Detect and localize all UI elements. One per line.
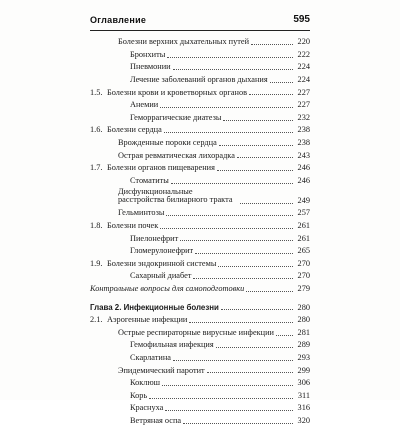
dot-leader (193, 277, 293, 279)
toc-entry (90, 375, 310, 388)
toc-entry (90, 185, 310, 205)
toc-entry (90, 243, 310, 256)
dot-leader (171, 182, 293, 184)
toc-entry (90, 84, 310, 97)
toc-entry (90, 135, 310, 148)
toc-entry-title: Корь (130, 390, 148, 400)
dot-leader (251, 43, 293, 45)
toc-entry-page: 311 (297, 390, 310, 400)
dot-leader (160, 106, 293, 108)
dot-leader (183, 422, 293, 424)
toc-entry-title: Дисфункциональные расстройства билиарного тракта (118, 186, 233, 205)
dot-leader (165, 409, 293, 411)
toc-entry (90, 413, 310, 425)
toc-entry-title: Болезни эндокринной системы (107, 258, 217, 268)
toc-entry (90, 205, 310, 218)
toc-entry-page: 261 (297, 233, 310, 243)
toc-entry (90, 160, 310, 173)
toc-entry-number: 1.6. (90, 125, 103, 135)
toc-entry-page: 249 (297, 195, 310, 205)
toc-entry (90, 97, 310, 110)
toc-entry (90, 324, 310, 337)
toc-entry-title: Пиелонефрит (130, 233, 179, 243)
toc-entry-title: Пневмонии (130, 62, 171, 72)
dot-leader (276, 334, 293, 336)
table-of-contents (90, 34, 310, 425)
toc-entry-page: 224 (297, 62, 310, 72)
toc-entry (90, 350, 310, 363)
toc-entry-title: Бронхиты (130, 49, 166, 59)
toc-entry (90, 337, 310, 350)
dot-leader (218, 265, 293, 267)
dot-leader (149, 397, 293, 399)
toc-entry (90, 147, 310, 160)
toc-entry-page: 289 (297, 340, 310, 350)
dot-leader (180, 239, 293, 241)
toc-entry-page: 243 (297, 150, 310, 160)
toc-entry-title: Врожденные пороки сердца (118, 138, 217, 148)
dot-leader (221, 308, 293, 310)
dot-leader (237, 156, 293, 158)
toc-entry-title: Болезни верхних дыхательных путей (118, 37, 250, 47)
toc-entry-title: Краснуха (130, 403, 164, 413)
dot-leader (223, 119, 293, 121)
toc-entry-page: 293 (297, 352, 310, 362)
toc-entry (90, 256, 310, 269)
running-header (90, 14, 310, 31)
toc-entry-title: Коклюш (130, 378, 161, 388)
toc-entry (90, 281, 310, 294)
toc-entry-page: 246 (297, 175, 310, 185)
dot-leader (246, 290, 293, 292)
dot-leader (189, 321, 293, 323)
dot-leader (195, 252, 293, 254)
toc-entry-title: Болезни органов пищеварения (107, 163, 215, 173)
header-page-number: 595 (293, 14, 310, 25)
toc-entry (90, 59, 310, 72)
toc-entry-title: Лечение заболеваний органов дыхания (130, 75, 268, 85)
toc-entry-title: Болезни сердца (107, 125, 162, 135)
toc-entry (90, 268, 310, 281)
toc-entry (90, 110, 310, 123)
toc-entry-page: 238 (297, 125, 310, 135)
toc-entry-number: 1.9. (90, 258, 103, 268)
toc-entry-page: 280 (297, 315, 310, 325)
toc-entry-page: 316 (297, 403, 310, 413)
toc-entry-title: Сахарный диабет (130, 271, 192, 281)
dot-leader (167, 56, 293, 58)
toc-entry-page: 281 (297, 327, 310, 337)
toc-entry-title: Болезни почек (107, 221, 159, 231)
dot-leader (219, 144, 293, 146)
toc-entry (90, 72, 310, 85)
dot-leader (249, 93, 293, 95)
dot-leader (216, 346, 293, 348)
toc-entry-page: 257 (297, 208, 310, 218)
toc-entry-title: Глава 2. Инфекционные болезни (90, 302, 219, 312)
toc-entry-page: 232 (297, 112, 310, 122)
toc-entry-title: Стоматиты (130, 175, 169, 185)
toc-entry-page: 224 (297, 75, 310, 85)
header-title: Оглавление (90, 15, 147, 25)
dot-leader (164, 131, 293, 133)
toc-entry-title: Гемофильная инфекция (130, 340, 214, 350)
dot-leader (173, 68, 293, 70)
toc-entry-page: 261 (297, 221, 310, 231)
toc-entry-page: 299 (297, 365, 310, 375)
toc-entry-page: 227 (297, 87, 310, 97)
dot-leader (160, 227, 293, 229)
toc-entry (90, 173, 310, 186)
toc-entry-title: Ветряная оспа (130, 415, 182, 425)
toc-entry-title: Острая ревматическая лихорадка (118, 150, 235, 160)
dot-leader (270, 81, 293, 83)
toc-entry (90, 387, 310, 400)
toc-entry-number: 1.5. (90, 87, 103, 97)
toc-entry (90, 362, 310, 375)
toc-entry-title: Контрольные вопросы для самоподготовки (90, 283, 245, 293)
toc-entry-page: 265 (297, 246, 310, 256)
toc-entry (90, 47, 310, 60)
toc-entry (90, 122, 310, 135)
toc-entry (90, 299, 310, 312)
toc-entry-page: 238 (297, 138, 310, 148)
toc-entry-number: 1.8. (90, 221, 103, 231)
toc-entry-title: Острые респираторные вирусные инфекции (118, 327, 274, 337)
toc-entry-title: Эпидемический паротит (118, 365, 205, 375)
dot-leader (173, 359, 293, 361)
toc-entry-page: 246 (297, 163, 310, 173)
toc-entry-title: Скарлатина (130, 352, 171, 362)
toc-entry-page: 320 (297, 415, 310, 425)
toc-entry (90, 218, 310, 231)
toc-entry-page: 270 (297, 258, 310, 268)
dot-leader (166, 214, 293, 216)
toc-entry-number: 1.7. (90, 163, 103, 173)
dot-leader (207, 371, 293, 373)
toc-entry-page: 222 (297, 49, 310, 59)
toc-entry-title: Геморрагические диатезы (130, 112, 222, 122)
toc-entry-page: 227 (297, 100, 310, 110)
toc-entry-page: 306 (297, 378, 310, 388)
toc-entry-page: 220 (297, 37, 310, 47)
toc-entry-title: Аэрогенные инфекции (107, 315, 188, 325)
toc-entry (90, 312, 310, 325)
toc-entry (90, 230, 310, 243)
toc-entry-title: Гельминтозы (118, 208, 165, 218)
toc-entry-page: 280 (297, 302, 310, 312)
toc-entry-page: 279 (297, 283, 310, 293)
toc-entry-title: Гломерулонефрит (130, 246, 194, 256)
toc-entry (90, 34, 310, 47)
dot-leader (240, 202, 293, 204)
toc-entry-title: Анемии (130, 100, 159, 110)
toc-entry (90, 400, 310, 413)
toc-entry-title: Болезни крови и кроветворных органов (107, 87, 248, 97)
dot-leader (217, 169, 293, 171)
toc-entry-page: 270 (297, 271, 310, 281)
toc-entry-number: 2.1. (90, 315, 103, 325)
dot-leader (162, 384, 293, 386)
